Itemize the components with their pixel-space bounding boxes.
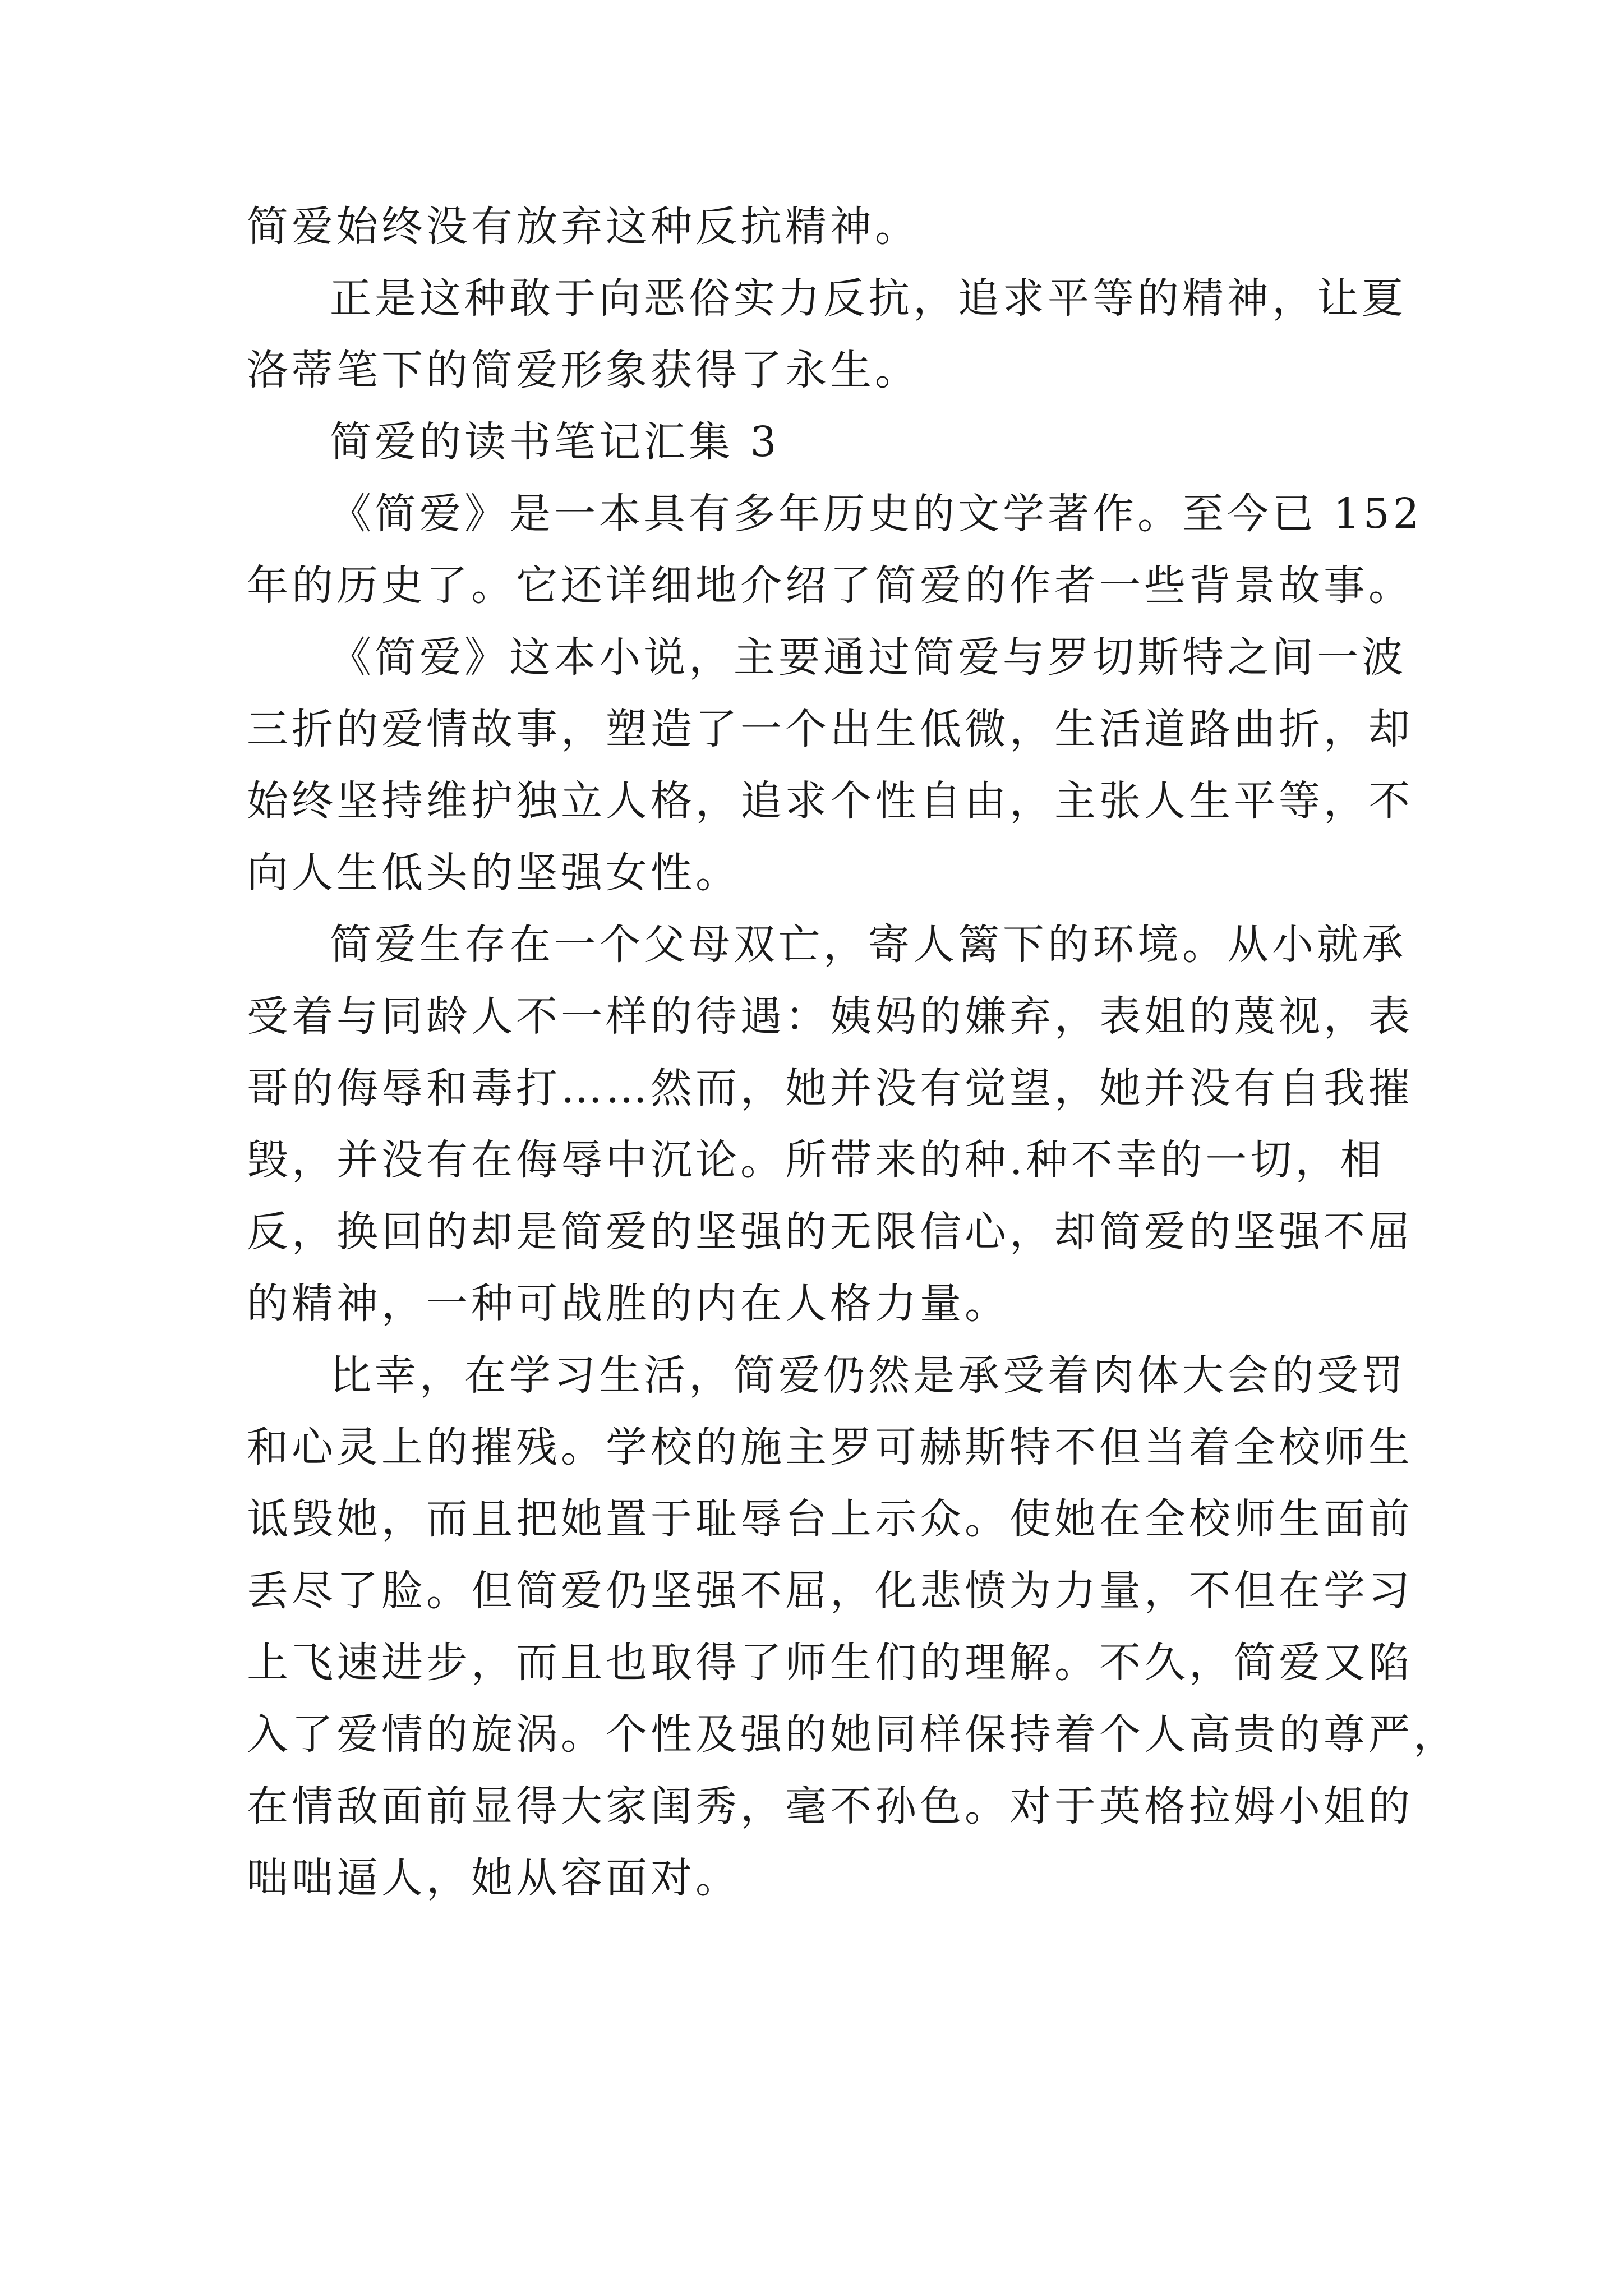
text-line: 年的历史了。它还详细地介绍了简爱的作者一些背景故事。 (247, 562, 1413, 610)
text-line: 《简爱》这本小说，主要通过简爱与罗切斯特之间一波 (330, 633, 1407, 682)
text-line: 诋毁她，而且把她置于耻辱台上示众。使她在全校师生面前 (247, 1495, 1413, 1543)
text-line: 上飞速进步，而且也取得了师生们的理解。不久，简爱又陷 (247, 1639, 1413, 1687)
section-heading: 简爱的读书笔记汇集 3 (330, 418, 780, 466)
text-line: 正是这种敢于向恶俗实力反抗，追求平等的精神，让夏 (330, 274, 1407, 323)
text-line: 毁，并没有在侮辱中沉论。所带来的种.种不幸的一切，相 (247, 1136, 1385, 1184)
text-line: 反，换回的却是简爱的坚强的无限信心，却简爱的坚强不屈 (247, 1208, 1413, 1256)
text-line: 始终坚持维护独立人格，追求个性自由，主张人生平等，不 (247, 777, 1413, 825)
text-line: 入了爱情的旋涡。个性及强的她同样保持着个人高贵的尊严， (247, 1710, 1458, 1759)
text-line: 比幸，在学习生活，简爱仍然是承受着肉体大会的受罚 (330, 1351, 1407, 1400)
text-line: 三折的爱情故事，塑造了一个出生低微，生活道路曲折，却 (247, 705, 1413, 753)
text-line: 的精神，一种可战胜的内在人格力量。 (247, 1280, 1009, 1328)
text-line: 哥的侮辱和毒打……然而，她并没有觉望，她并没有自我摧 (247, 1064, 1413, 1112)
document-page (247, 191, 1458, 1914)
text-line: 受着与同龄人不一样的待遇：姨妈的嫌弃，表姐的蔑视，表 (247, 992, 1413, 1041)
text-line: 简爱生存在一个父母双亡，寄人篱下的环境。从小就承 (330, 921, 1407, 969)
text-line: 向人生低头的坚强女性。 (247, 849, 740, 897)
text-line: 在情敌面前显得大家闺秀，毫不孙色。对于英格拉姆小姐的 (247, 1782, 1413, 1830)
text-line: 洛蒂笔下的简爱形象获得了永生。 (247, 346, 920, 394)
text-line: 简爱始终没有放弃这种反抗精神。 (247, 203, 920, 251)
text-line: 咄咄逼人，她从容面对。 (247, 1854, 740, 1902)
text-line: 《简爱》是一本具有多年历史的文学著作。至今已 152 (330, 490, 1423, 538)
text-line: 和心灵上的摧残。学校的施主罗可赫斯特不但当着全校师生 (247, 1423, 1413, 1471)
text-line: 丢尽了脸。但简爱仍坚强不屈，化悲愤为力量，不但在学习 (247, 1567, 1413, 1615)
